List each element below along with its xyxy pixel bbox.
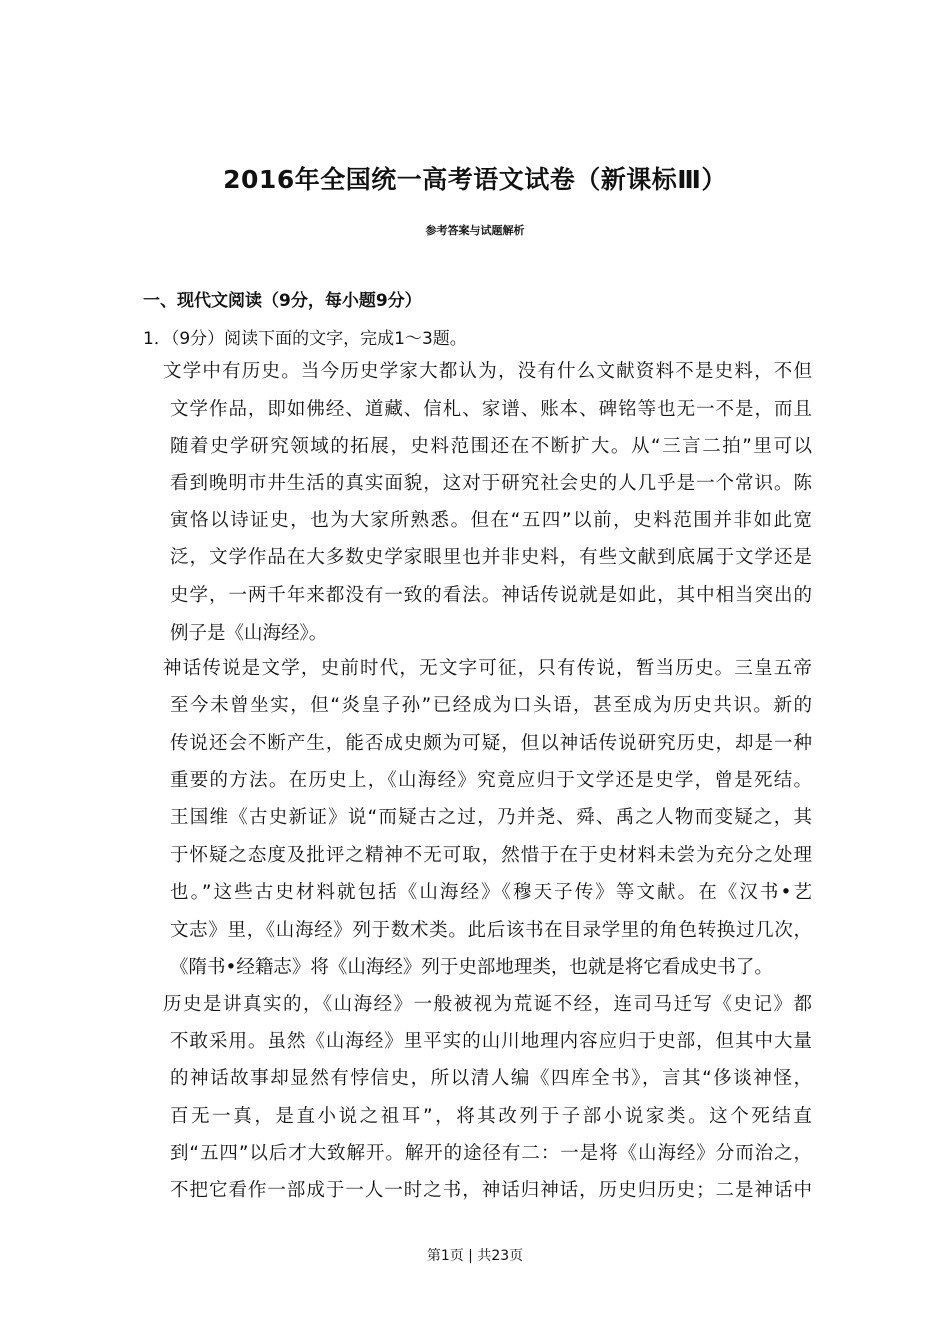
document-title: 2016年全国统一高考语文试卷（新课标Ⅲ）: [223, 165, 727, 194]
page-footer: 第1页 | 共23页: [426, 1248, 524, 1264]
question-1: 1．（9分）阅读下面的文字，完成1～3题。: [143, 329, 467, 349]
paragraph-line: 寅恪以诗证史，也为大家所熟悉。但在“五四”以前，史料范围并非如此宽: [170, 510, 812, 531]
paragraph-line: 历史是讲真实的，《山海经》一般被视为荒诞不经，连司马迁写《史记》都: [163, 994, 812, 1015]
section-heading: 一、现代文阅读（9分，每小题9分）: [143, 291, 422, 311]
paragraph-line: 王国维《古史新证》说“而疑古之过，乃并尧、舜、禹之人物而变疑之，其: [170, 807, 812, 828]
paragraph-line: 文学中有历史。当今历史学家大都认为，没有什么文献资料不是史料，不但: [163, 361, 812, 382]
paragraph-line: 也。”这些古史材料就包括《山海经》《穆天子传》等文献。在《汉书•艺: [170, 882, 812, 903]
paragraph-line: 随着史学研究领域的拓展，史料范围还在不断扩大。从“三言二拍”里可以: [170, 436, 812, 457]
paragraph-line: 泛，文学作品在大多数史学家眼里也并非史料，有些文献到底属于文学还是: [170, 547, 812, 568]
paragraph-line: 文学作品，即如佛经、道藏、信札、家谱、账本、碑铭等也无一不是，而且: [170, 399, 812, 420]
paragraph-line: 百无一真，是直小说之祖耳”，将其改列于子部小说家类。这个死结直: [170, 1106, 812, 1127]
paragraph-line: 文志》里，《山海经》列于数术类。此后该书在目录学里的角色转换过几次，: [170, 920, 812, 941]
paragraph-line: 的神话故事却显然有悖信史，所以清人编《四库全书》，言其“侈谈神怪，: [170, 1068, 812, 1089]
paragraph-line: 史学，一两千年来都没有一致的看法。神话传说就是如此，其中相当突出的: [170, 585, 812, 606]
paragraph-line: 不把它看作一部成于一人一时之书，神话归神话，历史归历史；二是神话中: [170, 1180, 812, 1201]
paragraph-line: 例子是《山海经》。: [170, 623, 328, 644]
paragraph-line: 传说还会不断产生，能否成史颇为可疑，但以神话传说研究历史，却是一种: [170, 733, 812, 754]
paragraph-line: 《隋书•经籍志》将《山海经》列于史部地理类，也就是将它看成史书了。: [170, 957, 773, 978]
paragraph-line: 至今未曾坐实，但“炎皇子孙”已经成为口头语，甚至成为历史共识。新的: [170, 695, 812, 716]
paragraph-line: 神话传说是文学，史前时代，无文字可征，只有传说，暂当历史。三皇五帝: [163, 658, 812, 679]
paragraph-line: 重要的方法。在历史上，《山海经》究竟应归于文学还是史学，曾是死结。: [170, 770, 812, 791]
paragraph-line: 到“五四”以后才大致解开。解开的途径有二：一是将《山海经》分而治之，: [170, 1143, 812, 1164]
paragraph-line: 看到晚明市井生活的真实面貌，这对于研究社会史的人几乎是一个常识。陈: [170, 473, 812, 494]
paragraph-line: 不敢采用。虽然《山海经》里平实的山川地理内容应归于史部，但其中大量: [170, 1031, 812, 1052]
document-subtitle: 参考答案与试题解析: [425, 224, 525, 237]
paragraph-line: 于怀疑之态度及批评之精神不无可取，然惜于在于史材料未尝为充分之处理: [170, 845, 812, 866]
